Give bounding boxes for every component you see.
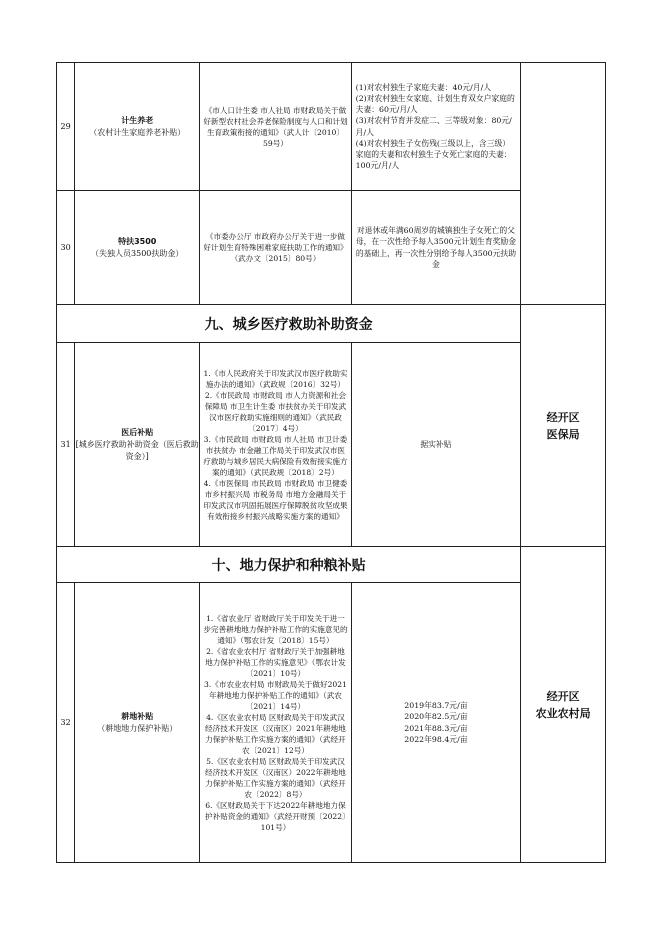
policy-line: 3.《市民政局 市财政局 市人社局 市卫计委 市扶贫办 市金融工作局关于印发武汉市医疗救助与城乡居民大病保险有效衔接实施方案的通知》（武民政规〔2018〕2号） <box>203 434 348 477</box>
dept-cell-empty <box>521 63 606 305</box>
table-row <box>57 63 606 191</box>
policy-line: 2.《省农业农村厅 省财政厅关于加强耕地地力保护补贴工作的实施意见》（鄂农计发〔2021〕10号） <box>205 646 346 678</box>
standard-line: 2020年82.5元/亩 <box>404 712 468 722</box>
policy-line: 6.《区财政局关于下达2022年耕地地力保护补贴资金的通知》（武经开财预〔2022〕101号） <box>205 800 346 832</box>
item-name: 耕地补贴 <box>121 711 154 721</box>
subsidy-standard: 对退休或年满60周岁的城镇独生子女死亡的父母，在一次性给予每人3500元计划生育奖励金的基础上，再一次性分别给予每人3500元扶助金 <box>351 191 521 305</box>
subsidy-table <box>56 62 606 863</box>
item-name: 特扶3500 <box>118 236 157 246</box>
row-number: 31 <box>57 343 75 547</box>
policy-basis: 《市人口计生委 市人社局 市财政局关于做好新型农村社会养老保险制度与人口和计划生育政策衔接的通知》（武人计〔2010〕59号） <box>200 63 351 191</box>
policy-line: 3.《市农业农村局 市财政局关于做好2021年耕地地力保护补贴工作的通知》（武农〔2021〕14号） <box>204 679 347 711</box>
item-name: 计生养老 <box>121 115 154 125</box>
subsidy-standard <box>351 63 521 191</box>
standard-line: (4)对农村独生子女伤残(三级以上，含三级）家庭的夫妻和农村独生子女死亡家庭的夫妻：100元/月/人 <box>355 138 512 171</box>
dept-cell <box>521 547 606 863</box>
section-row <box>57 305 606 343</box>
subsidy-standard: 据实补贴 <box>351 343 521 547</box>
row-number: 29 <box>57 63 75 191</box>
item-cell <box>75 191 200 305</box>
item-subtitle: [城乡医疗救助补助资金（医后救助资金）] <box>75 439 199 461</box>
standard-line: (1)对农村独生子家庭夫妻：40元/月/人 <box>355 82 492 92</box>
item-subtitle: （失独人员3500扶助金） <box>91 248 184 258</box>
standard-line: 2022年98.4元/亩 <box>404 734 468 744</box>
standard-line: 2021年88.3元/亩 <box>404 723 468 733</box>
policy-line: 1.《省农业厅 省财政厅关于印发关于进一步完善耕地地力保护补贴工作的实施意见的通知》（鄂农计发〔2018〕15号） <box>203 613 348 645</box>
dept-line: 医保局 <box>546 427 580 441</box>
dept-line: 经开区 <box>546 410 580 424</box>
item-cell <box>75 63 200 191</box>
item-cell <box>75 343 200 547</box>
dept-line: 经开区 <box>546 689 580 703</box>
standard-line: (3)对农村节育并发症二、三等级对象：80元/月/人 <box>355 116 512 137</box>
policy-basis <box>200 583 351 863</box>
policy-line: 5.《区农业农村局 区财政局关于印发武汉经济技术开发区（汉南区）2022年耕地地力保护补贴工作实施方案的通知》（武经开农〔2022〕8号） <box>205 756 346 799</box>
subsidy-standard <box>351 583 521 863</box>
standard-line: (2)对农村独生女家庭、计划生育双女户家庭的夫妻：60元/月/人 <box>355 93 515 115</box>
row-number: 30 <box>57 191 75 305</box>
section-title: 十、地力保护和种粮补贴 <box>57 547 521 583</box>
item-subtitle: （农村计生家庭养老补贴） <box>89 127 186 137</box>
dept-line: 农业农村局 <box>535 706 591 720</box>
policy-line: 1.《市人民政府关于印发武汉市医疗救助实施办法的通知》（武政规〔2016〕32号） <box>203 368 348 389</box>
policy-line: 2.《市民政局 市财政局 市人力资源和社会保障局 市卫生计生委 市扶贫办关于印发武汉市医疗救助实施细则的通知》（武民政〔2017〕4号） <box>204 390 347 433</box>
policy-line: 4.《区农业农村局 区财政局关于印发武汉经济技术开发区（汉南区）2021年耕地地力保护补贴工作实施方案的通知》（武经开农〔2021〕12号） <box>205 712 346 755</box>
section-row <box>57 547 606 583</box>
item-subtitle: （耕地地力保护补贴） <box>97 723 178 733</box>
item-name: 医后补贴 <box>121 427 154 437</box>
policy-basis <box>200 343 351 547</box>
policy-basis: 《市委办公厅 市政府办公厅关于进一步做好计划生育特殊困难家庭扶助工作的通知》（武办文〔2015〕80号） <box>200 191 351 305</box>
section-title: 九、城乡医疗救助补助资金 <box>57 305 521 343</box>
policy-line: 4.《市医保局 市民政局 市财政局 市卫健委 市乡村振兴局 市税务局 市地方金融局关于印发武汉市巩固拓展医疗保障脱贫攻坚成果有效衔接乡村振兴战略实施方案的通知》 <box>203 478 348 521</box>
row-number: 32 <box>57 583 75 863</box>
standard-line: 2019年83.7元/亩 <box>404 701 468 711</box>
dept-cell <box>521 305 606 547</box>
item-cell <box>75 583 200 863</box>
